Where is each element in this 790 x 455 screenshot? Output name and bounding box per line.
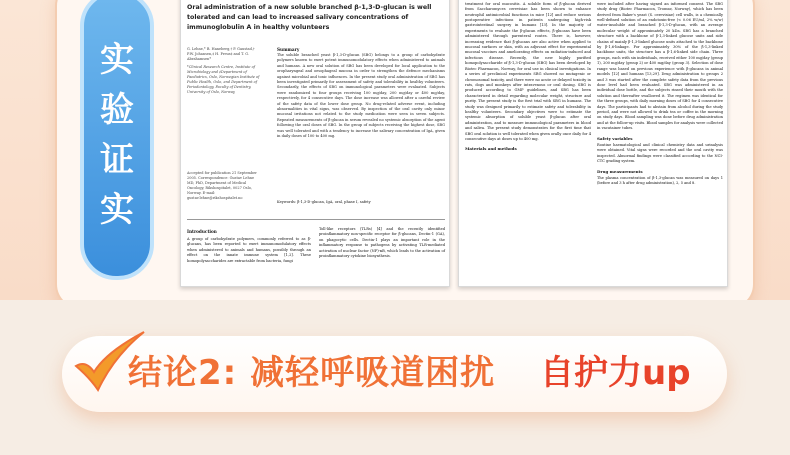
safety-text: Routine haematological and clinical chemistry data and urinalysis were obtained. Vital signs were recorded and the oral cavity was inspected. Abnormal findings were classified according to the NCI-CTC grading system. [597, 142, 723, 164]
keywords-text: Keywords: β-1,3-D-glucan, IgA, oral, phase I, safety [277, 200, 371, 204]
side-label-tab [80, 0, 154, 280]
summary-heading: Summary [277, 47, 300, 52]
intro-text: A group of carbohydrate polymers, commonly referred to as β-glucans, has been reported to exert immunomodulatory effects when administered to animals and humans, possibly through an effect on the innate immune system [1,2]. These homopolysaccharides are extractable from bacteria, fungi [187, 237, 311, 263]
side-label-char: 实 [100, 190, 134, 230]
summary-text: The soluble branched yeast β-1,3-D-glucan (SBG) belongs to a group of carbohydrate polymers known to exert potent immunomodulatory effects when administered to animals and humans. A new oral solution of SBG has been developed for local application to the oropharyngeal and oesophageal mucosa in order to strengthen the defence mechanisms against microbial and toxic influences. In the present study oral administration of SBG has been investigated primarily for assessment of safety and tolerability in healthy volunteers. Secondarily, the effects of SBG on immunological parameters were evaluated. Subjects were randomized to four groups receiving 100 mg/day, 200 mg/day or 400 mg/day, respectively, for 4 consecutive days. The dose increase was allowed after a careful review of the safety data of the lower dose group. No drug-related adverse event, including abnormalities in vital signs, was observed. By inspection of the oral cavity only minor mucosal irritations not related to the study medication were seen in seven subjects. Repeated measurements of β-glucan in serum revealed no systemic absorption of the agent following the oral doses of SBG. In the group of subjects receiving the highest dose, SBG was well tolerated and with a tendency to increase the salivary concentration of IgA, given in daily doses of 100 to 400 mg. [277, 53, 445, 139]
safety-heading: Safety variables [597, 135, 633, 141]
side-label-char: 实 [100, 40, 134, 80]
drug-heading: Drug measurements [597, 168, 643, 174]
materials-heading: Materials and methods [465, 146, 517, 152]
drug-text: The plasma concentration of β-1,3-glucan was measured on days 1 (before and 3 h after drug administration), 2, 5 and 8. [597, 176, 723, 186]
paper-title: Oral administration of a new soluble branched β-1,3-D-glucan is well tolerated and can lead to increased salivary concentrations of immunoglobulin A in healthy volunteers [187, 4, 432, 31]
affiliations-text: *Clinical Research Centre, Institute of Microbiology and ‡Department of Paediatrics, Oslo, Norwegian Institute of Public Health, Oslo, and Department of Periodontology, Faculty of Dentistry, University of Oslo, Norway [187, 65, 260, 94]
paper-column-1 [465, 0, 591, 154]
column-2-text: were included after having signed an informed consent. The SBG study drug (Biotec Pharmacon, Tromsø, Norway), which has been derived from Baker's yeast (S. cerevisiae) cell walls, is a chemically well-defined solution of an endotoxin-free (< 0.06 EU/ml, 2% w/w) water-insoluble and branched β-1,3-D-glucan, with an average molecular weight of approximately 20 kDa. SBG has a branched structure with a backbone of β-1,3-linked glucose units and side chains of mainly β-1,3-linked glucose units attached to the backbone by β-1,6-linkage. For approximately 30% of the β-1,3-linked backbone units, the structure has a β-1,6-linked side chain. Three groups, each with six individuals, received either 100 mg/day (group 1), 200 mg/day (group 2) or 400 mg/day (group 3). Selection of dose range was based on previous experience with β-glucans in animal models [12] and humans [13,29]. Drug administration to groups 2 and 3 was started after the complete safety data from the previous dose level had been evaluated. SBG was administered in an individual dose bottle, and the subjects rinsed their mouth with the solution and thereafter swallowed it. The regimen was identical for the three groups, with daily morning doses of SBG for 4 consecutive days. The participants had to abstain from alcohol during the study period, and were not allowed to drink tea or coffee in the morning on study days. Blood sampling was done before drug administration and at the follow-up visits. Blood samples for analysis were collected in vacutainer tubes. [597, 1, 723, 131]
divider [187, 219, 445, 220]
authors-text: G. Lehne,* B. Haneberg,† P. Gaustad,† P.W. Johansen,‡ H. Preus‡ and T. G. Abrahamsen* [187, 47, 255, 61]
side-label-char: 证 [100, 140, 134, 180]
column-1-text: treatment for oral mucositis. A soluble form of β-glucan derived from Saccharomyces cerevisiae has been shown to enhance neutrophil antimicrobial functions in mice [12] and reduce serious postoperative infections in patients undergoing high-risk gastrointestinal surgery in humans [13]. In the majority of experiments to evaluate the β-glucan effects, β-glucans have been administered through parenteral routes. There is, however, increasing evidence that β-glucans are also active when applied to mucosal surfaces or skin, with an adjuvant effect for experimental mucosal vaccines and ameliorating effects on radiation-induced and infectious disease. Recently, the new highly purified homopolysaccharide of β-1,3-D-glucan (SBG) has been developed by Biotec Pharmacon, Norway, for oral use in clinical investigations. In a series of preclinical experiments SBG showed no mutagenic or chromosomal toxicity, and there were no acute or delayed toxicity in rats, dogs and monkeys after intravenous or oral dosing. SBG is produced according to GMP guidelines, and SBG has been characterized in detail regarding molecular weight, structure and purity. The present study is the first trial with SBG in humans. The study was designed primarily to estimate safety and tolerability in healthy volunteers. Secondary objectives were to estimate the systemic absorption of soluble yeast β-glucan after oral administration, and to measure immunological parameters in blood and saliva. The present study demonstrates for the first time that SBG oral solution is well tolerated when given orally once daily for 4 consecutive days at doses up to 400 mg. [465, 1, 591, 141]
paper-page-left [180, 0, 450, 287]
conclusion-text: 结论2: 减轻呼吸道困扰 [128, 353, 496, 393]
side-label-char: 验 [100, 90, 134, 130]
intro-heading: Introduction [187, 229, 217, 234]
paper-page-right [458, 0, 728, 287]
intro-text-col2: Toll-like receptors (TLRs) [4] and the recently identified proinflammatory non-specific receptor for β-glucans, Dectin-1 (GA), on phagocytic cells. Dectin-1 plays an important role in the inflammatory response to pathogens by activating TLR-mediated activation of nuclear factor (NF)-κB, which leads to the activation of proinflammatory cytokine biosynthesis. [319, 227, 445, 259]
accepted-note: Accepted for publication 21 September 2005. Correspondence: Gustav Lehne MD, PhD, Department of Medical Oncology, Rikshospitalet, 0027 Oslo, Norway. E-mail: gustav.lehne@rikshospitalet.no [187, 171, 257, 200]
conclusion-highlight: 自护力up [540, 353, 691, 393]
paper-authors [187, 47, 261, 95]
paper-column-2 [597, 0, 723, 187]
